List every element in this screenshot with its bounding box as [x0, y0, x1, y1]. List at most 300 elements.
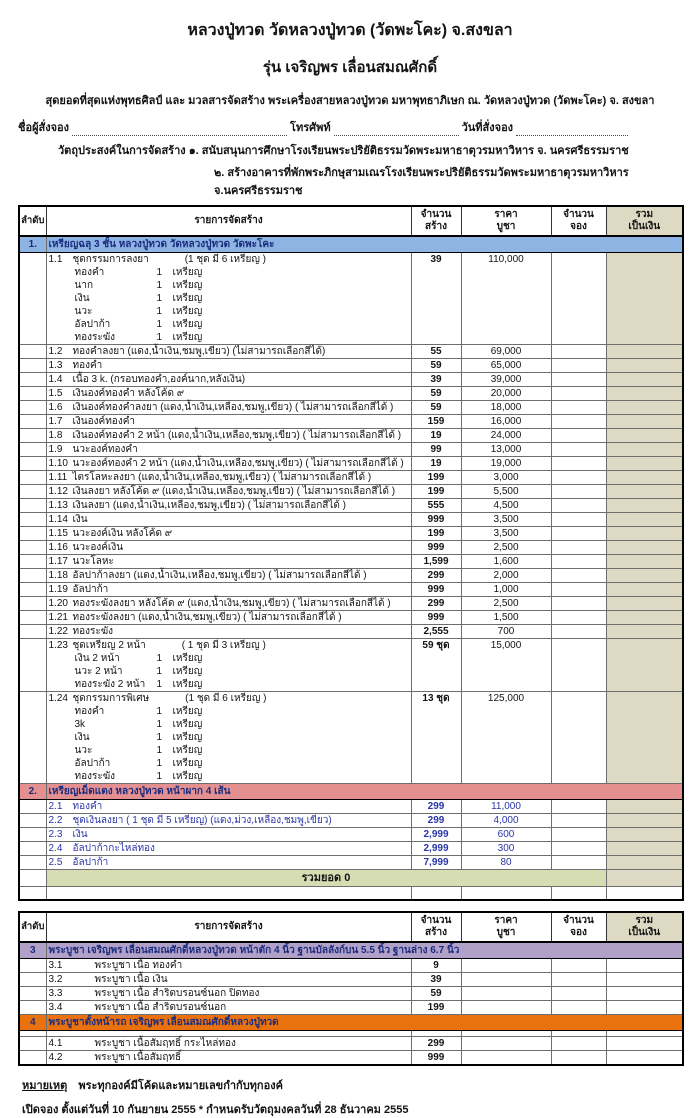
item-description: พระบูชา เนื้อ เงิน — [94, 974, 168, 985]
header-row — [19, 206, 683, 236]
qty-made-cell: 199 — [411, 471, 461, 485]
item-desc-cell — [46, 443, 411, 457]
section-number: 4 — [19, 1015, 46, 1031]
section-number: 2. — [19, 784, 46, 800]
item-number: 1.23 — [48, 640, 68, 651]
item-no-cell — [19, 611, 46, 625]
qty-made-cell: 59 — [411, 359, 461, 373]
qty-made-cell: 59 — [411, 987, 461, 1001]
item-row — [19, 611, 683, 625]
qty-reserved-cell — [551, 1037, 606, 1051]
price-cell: 80 — [461, 856, 551, 870]
item-description: พระบูชา เนื้อ สำริดบรอนซ์นอก ปิดทอง — [94, 988, 260, 999]
item-note: ( 1 ชุด มี 3 เหรียญ ) — [181, 640, 266, 651]
item-desc-cell — [46, 987, 411, 1001]
qty-made-cell: 199 — [411, 485, 461, 499]
item-desc-cell — [46, 429, 411, 443]
item-number: 2.1 — [48, 801, 63, 812]
price-cell: 3,500 — [461, 527, 551, 541]
item-desc-cell — [46, 555, 411, 569]
sum-cell — [606, 1037, 683, 1051]
item-row — [19, 443, 683, 457]
qty-reserved-cell — [551, 373, 606, 387]
col-header-price: ราคา บูชา — [461, 912, 551, 942]
sum-cell — [606, 814, 683, 828]
empty-cell — [461, 887, 551, 901]
item-no-cell — [19, 800, 46, 814]
sum-cell — [606, 401, 683, 415]
item-no-cell — [19, 485, 46, 499]
order-table-2-header — [19, 912, 683, 942]
sum-cell — [606, 583, 683, 597]
qty-reserved-cell — [551, 471, 606, 485]
item-description: นวะองค์ทองคำ — [72, 444, 138, 455]
item-no-cell — [19, 625, 46, 639]
item-number: 1.11 — [48, 472, 68, 483]
item-row — [19, 828, 683, 842]
item-no-cell — [19, 1001, 46, 1015]
section-title: พระบูชาตั้งหน้ารถ เจริญพร เลื่อนสมณศักดิ์หลวงปู่ทวด — [46, 1015, 683, 1031]
item-number: 1.9 — [48, 444, 63, 455]
item-row — [19, 373, 683, 387]
item-desc-cell — [46, 1037, 411, 1051]
section-title: พระบูชา เจริญพร เลื่อนสมณศักดิ์หลวงปู่ทวด หน้าตัก 4 นิ้ว ฐานบัลลังก์บน 5.5 นิ้ว ฐานล่าง 6.7 นิ้ว — [46, 942, 683, 959]
sub-item-line: อัลปาก้า 1 เหรียญ — [74, 758, 203, 769]
qty-reserved-cell — [551, 583, 606, 597]
item-desc-cell — [46, 415, 411, 429]
sum-cell — [606, 555, 683, 569]
page-subtitle: รุ่น เจริญพร เลื่อนสมณศักดิ์ — [262, 59, 438, 76]
price-cell: 1,600 — [461, 555, 551, 569]
item-desc-cell — [46, 639, 411, 692]
price-cell: 15,000 — [461, 639, 551, 692]
qty-reserved-cell — [551, 457, 606, 471]
item-number: 3.4 — [48, 1002, 63, 1013]
item-row — [19, 499, 683, 513]
item-description: เงินองค์ทองคำ — [72, 416, 135, 427]
qty-made-cell: 13 ชุด — [411, 692, 461, 784]
price-cell: 11,000 — [461, 800, 551, 814]
price-cell — [461, 1001, 551, 1015]
price-cell: 4,500 — [461, 499, 551, 513]
item-desc-cell — [46, 1001, 411, 1015]
qty-reserved-cell — [551, 499, 606, 513]
qty-reserved-cell — [551, 485, 606, 499]
item-description: เงินลงยา (แดง,น้ำเงิน,เหลือง,ชมพู,เขียว) ( ไม่สามารถเลือกสีได้ ) — [72, 500, 347, 511]
price-cell: 4,000 — [461, 814, 551, 828]
item-description: ทองระฆังลงยา (แดง,น้ำเงิน,ชมพู,เขียว) ( ไม่สามารถเลือกสีได้ ) — [72, 612, 342, 623]
item-row — [19, 814, 683, 828]
purpose-label: วัตถุประสงค์ในการจัดสร้าง — [58, 145, 186, 157]
empty-cell — [606, 887, 683, 901]
qty-reserved-cell — [551, 541, 606, 555]
item-desc-cell — [46, 856, 411, 870]
date-label: วันที่สั่งจอง — [461, 122, 514, 134]
price-cell: 2,500 — [461, 541, 551, 555]
price-cell: 65,000 — [461, 359, 551, 373]
item-no-cell — [19, 692, 46, 784]
qty-made-cell: 299 — [411, 814, 461, 828]
qty-made-cell: 999 — [411, 513, 461, 527]
qty-made-cell: 59 ชุด — [411, 639, 461, 692]
item-desc-cell — [46, 814, 411, 828]
item-number: 1.4 — [48, 374, 63, 385]
qty-reserved-cell — [551, 814, 606, 828]
item-row — [19, 527, 683, 541]
sub-item-line: อัลปาก้า 1 เหรียญ — [74, 319, 203, 330]
section-band-row — [19, 942, 683, 959]
qty-made-cell: 39 — [411, 973, 461, 987]
empty-cell — [19, 887, 46, 901]
item-number: 1.6 — [48, 402, 63, 413]
price-cell: 69,000 — [461, 345, 551, 359]
note-line — [22, 1076, 682, 1094]
item-row — [19, 569, 683, 583]
sub-item-line: เงิน 2 หน้า 1 เหรียญ — [74, 653, 203, 664]
item-number: 1.15 — [48, 528, 68, 539]
item-number: 1.16 — [48, 542, 68, 553]
item-description: ชุดเหรียญ 2 หน้า — [72, 640, 146, 651]
sum-cell — [606, 856, 683, 870]
item-number: 2.3 — [48, 829, 63, 840]
item-no-cell — [19, 253, 46, 345]
item-number: 2.5 — [48, 857, 63, 868]
purpose-line-2: ๒. สร้างอาคารที่พักพระภิกษุสามเณรโรงเรียนพระปริยัติธรรมวัดพระมหาธาตุวรมหาวิหาร จ.นครศรีธรรมราช — [214, 167, 629, 197]
price-cell: 1,000 — [461, 583, 551, 597]
item-desc-cell — [46, 692, 411, 784]
sum-cell — [606, 569, 683, 583]
price-cell — [461, 987, 551, 1001]
item-description: ชุดกรรมการลงยา — [72, 254, 149, 265]
item-row — [19, 429, 683, 443]
item-number: 1.22 — [48, 626, 68, 637]
item-row — [19, 387, 683, 401]
item-no-cell — [19, 345, 46, 359]
item-number: 3.3 — [48, 988, 63, 999]
item-description: ไตรโลหะลงยา (แดง,น้ำเงิน,เหลือง,ชมพู,เขียว) ( ไม่สามารถเลือกสีได้ ) — [72, 472, 372, 483]
price-cell: 19,000 — [461, 457, 551, 471]
item-description: ทองระฆัง — [72, 626, 114, 637]
tagline: สุดยอดที่สุดแห่งพุทธศิลป์ และ มวลสารจัดสร้าง พระเครื่องสายหลวงปู่ทวด มหาพุทธาภิเษก ณ. วัดหลวงปู่ทวด (วัดพะโคะ) จ. สงขลา — [45, 95, 655, 107]
sum-cell — [606, 625, 683, 639]
qty-reserved-cell — [551, 611, 606, 625]
item-description: ชุดเงินลงยา ( 1 ชุด มี 5 เหรียญ) (แดง,ม่วง,เหลือง,ชมพู,เขียว) — [72, 815, 332, 826]
price-cell: 2,500 — [461, 597, 551, 611]
item-description: พระบูชา เนื้อสัมฤทธิ์ กระไหล่ทอง — [94, 1038, 236, 1049]
date-fill-line — [516, 124, 628, 136]
price-cell: 24,000 — [461, 429, 551, 443]
qty-made-cell: 1,599 — [411, 555, 461, 569]
col-header-no: ลำดับ — [19, 206, 46, 236]
qty-reserved-cell — [551, 597, 606, 611]
item-row — [19, 987, 683, 1001]
item-no-cell — [19, 639, 46, 692]
qty-made-cell: 299 — [411, 800, 461, 814]
item-row — [19, 359, 683, 373]
qty-made-cell: 199 — [411, 527, 461, 541]
item-desc-cell — [46, 471, 411, 485]
sum-cell — [606, 597, 683, 611]
qty-made-cell: 999 — [411, 1051, 461, 1066]
col-header-reserve: จำนวน จอง — [551, 912, 606, 942]
purpose-line-1 — [18, 141, 682, 159]
item-no-cell — [19, 513, 46, 527]
item-desc-cell — [46, 625, 411, 639]
item-description: เงินองค์ทองคำ 2 หน้า (แดง,น้ำเงิน,เหลือง,ชมพู,เขียว) ( ไม่สามารถเลือกสีได้ ) — [72, 430, 402, 441]
item-row — [19, 692, 683, 784]
qty-made-cell: 159 — [411, 415, 461, 429]
item-desc-cell — [46, 485, 411, 499]
section-band-row — [19, 784, 683, 800]
item-number: 2.2 — [48, 815, 63, 826]
phone-label: โทรศัพท์ — [290, 122, 331, 134]
total-row-left — [19, 870, 46, 887]
section-band-row — [19, 1015, 683, 1031]
item-no-cell — [19, 555, 46, 569]
sum-cell — [606, 541, 683, 555]
price-cell: 3,000 — [461, 471, 551, 485]
sub-item-line: นวะ 2 หน้า 1 เหรียญ — [74, 666, 203, 677]
qty-reserved-cell — [551, 842, 606, 856]
col-header-total: รวม เป็นเงิน — [606, 206, 683, 236]
qty-reserved-cell — [551, 555, 606, 569]
item-row — [19, 1001, 683, 1015]
empty-cell — [411, 887, 461, 901]
price-cell: 600 — [461, 828, 551, 842]
item-row — [19, 842, 683, 856]
qty-made-cell: 199 — [411, 1001, 461, 1015]
sum-cell — [606, 253, 683, 345]
item-description: อัลปาก้า — [72, 584, 109, 595]
section-title: เหรียญฉลุ 3 ชั้น หลวงปู่ทวด วัดหลวงปู่ทวด วัดพะโคะ — [46, 236, 683, 253]
note-text: พระทุกองค์มีโค้ดและหมายเลขกำกับทุกองค์ — [78, 1080, 283, 1092]
col-header-price: ราคา บูชา — [461, 206, 551, 236]
item-number: 1.21 — [48, 612, 68, 623]
footer-notes — [18, 1076, 682, 1118]
total-sum-cell — [606, 870, 683, 887]
qty-reserved-cell — [551, 429, 606, 443]
item-number: 1.18 — [48, 570, 68, 581]
price-cell: 18,000 — [461, 401, 551, 415]
item-no-cell — [19, 583, 46, 597]
item-no-cell — [19, 359, 46, 373]
item-no-cell — [19, 814, 46, 828]
price-cell: 1,500 — [461, 611, 551, 625]
qty-reserved-cell — [551, 692, 606, 784]
item-row — [19, 485, 683, 499]
sum-cell — [606, 800, 683, 814]
item-row — [19, 583, 683, 597]
item-note: (1 ชุด มี 6 เหรียญ ) — [185, 693, 267, 704]
qty-reserved-cell — [551, 828, 606, 842]
item-description: ชุดกรรมการพิเศษ — [72, 693, 150, 704]
item-number: 1.2 — [48, 346, 63, 357]
item-number: 1.3 — [48, 360, 63, 371]
qty-reserved-cell — [551, 387, 606, 401]
item-description: เงิน — [72, 514, 88, 525]
item-desc-cell — [46, 800, 411, 814]
sub-item-line: 3k 1 เหรียญ — [74, 719, 203, 730]
item-row — [19, 513, 683, 527]
item-description: ทองคำ — [72, 801, 103, 812]
item-row — [19, 415, 683, 429]
price-cell: 20,000 — [461, 387, 551, 401]
item-number: 1.13 — [48, 500, 68, 511]
item-row — [19, 401, 683, 415]
item-description: เงินลงยา หลังโค้ด ๙ (แดง,น้ำเงิน,เหลือง,ชมพู,เขียว) ( ไม่สามารถเลือกสีได้ ) — [72, 486, 396, 497]
price-cell: 700 — [461, 625, 551, 639]
header-row — [19, 912, 683, 942]
qty-made-cell: 299 — [411, 1037, 461, 1051]
sub-item-line: เงิน 1 เหรียญ — [74, 293, 203, 304]
sum-cell — [606, 485, 683, 499]
item-description: เงิน — [72, 829, 88, 840]
sum-cell — [606, 513, 683, 527]
item-description: อัลปาก้า — [72, 857, 109, 868]
item-row — [19, 555, 683, 569]
item-description: นวะองค์เงิน หลังโค้ด ๙ — [72, 528, 173, 539]
item-number: 1.7 — [48, 416, 63, 427]
item-desc-cell — [46, 499, 411, 513]
item-no-cell — [19, 527, 46, 541]
item-note: (1 ชุด มี 6 เหรียญ ) — [184, 254, 267, 265]
sub-item-line: เงิน 1 เหรียญ — [74, 732, 203, 743]
price-cell — [461, 973, 551, 987]
qty-reserved-cell — [551, 443, 606, 457]
qty-reserved-cell — [551, 253, 606, 345]
price-cell: 16,000 — [461, 415, 551, 429]
item-desc-cell — [46, 359, 411, 373]
item-row — [19, 345, 683, 359]
item-no-cell — [19, 973, 46, 987]
item-no-cell — [19, 499, 46, 513]
sum-cell — [606, 373, 683, 387]
empty-cell — [551, 887, 606, 901]
section-title: เหรียญเม็ดแตง หลวงปู่ทวด หน้าผาก 4 เส้น — [46, 784, 683, 800]
price-cell: 13,000 — [461, 443, 551, 457]
sum-cell — [606, 345, 683, 359]
item-desc-cell — [46, 569, 411, 583]
price-cell: 5,500 — [461, 485, 551, 499]
qty-reserved-cell — [551, 856, 606, 870]
item-row — [19, 457, 683, 471]
qty-reserved-cell — [551, 1001, 606, 1015]
qty-made-cell: 7,999 — [411, 856, 461, 870]
sub-item-line: นวะ 1 เหรียญ — [74, 306, 203, 317]
item-number: 1.14 — [48, 514, 68, 525]
sum-cell — [606, 443, 683, 457]
item-number: 4.2 — [48, 1052, 63, 1063]
sub-item-line: ทองระฆัง 1 เหรียญ — [74, 771, 203, 782]
qty-made-cell: 19 — [411, 457, 461, 471]
col-header-no: ลำดับ — [19, 912, 46, 942]
item-no-cell — [19, 443, 46, 457]
qty-made-cell: 19 — [411, 429, 461, 443]
item-row — [19, 471, 683, 485]
price-cell: 39,000 — [461, 373, 551, 387]
note-label: หมายเหตุ — [22, 1080, 68, 1092]
col-header-qty: จำนวน สร้าง — [411, 206, 461, 236]
item-row — [19, 597, 683, 611]
order-table-2-body — [19, 942, 683, 1065]
item-description: พระบูชา เนื้อ สำริดบรอนซ์นอก — [94, 1002, 227, 1013]
order-table-1 — [18, 205, 684, 901]
item-no-cell — [19, 569, 46, 583]
item-number: 1.1 — [48, 254, 63, 265]
item-desc-cell — [46, 373, 411, 387]
qty-made-cell: 999 — [411, 583, 461, 597]
section-number: 1. — [19, 236, 46, 253]
item-desc-cell — [46, 583, 411, 597]
item-description: ทองระฆังลงยา หลังโค้ด ๙ (แดง,น้ำเงิน,ชมพู,เขียว) ( ไม่สามารถเลือกสีได้ ) — [72, 598, 391, 609]
item-desc-cell — [46, 401, 411, 415]
item-no-cell — [19, 828, 46, 842]
item-desc-cell — [46, 387, 411, 401]
col-header-total: รวม เป็นเงิน — [606, 912, 683, 942]
col-header-reserve: จำนวน จอง — [551, 206, 606, 236]
item-row — [19, 541, 683, 555]
item-number: 1.12 — [48, 486, 68, 497]
item-no-cell — [19, 856, 46, 870]
qty-reserved-cell — [551, 987, 606, 1001]
item-row — [19, 856, 683, 870]
qty-made-cell: 55 — [411, 345, 461, 359]
sub-item-line: ทองคำ 1 เหรียญ — [74, 267, 203, 278]
qty-reserved-cell — [551, 973, 606, 987]
item-row — [19, 1037, 683, 1051]
qty-made-cell: 59 — [411, 387, 461, 401]
item-number: 3.2 — [48, 974, 63, 985]
qty-made-cell: 555 — [411, 499, 461, 513]
sum-cell — [606, 973, 683, 987]
col-header-item: รายการจัดสร้าง — [46, 912, 411, 942]
purpose-1-text: ๑. สนับสนุนการศึกษาโรงเรียนพระปริยัติธรรมวัดพระมหาธาตุวรมหาวิหาร จ. นครศรีธรรมราช — [188, 145, 629, 157]
item-no-cell — [19, 415, 46, 429]
item-no-cell — [19, 1037, 46, 1051]
item-row — [19, 973, 683, 987]
sub-item-line: ทองระฆัง 1 เหรียญ — [74, 332, 203, 343]
item-description: อัลปาก้าลงยา (แดง,น้ำเงิน,เหลือง,ชมพู,เขียว) ( ไม่สามารถเลือกสีได้ ) — [72, 570, 367, 581]
item-description: พระบูชา เนื้อสัมฤทธิ์ — [94, 1052, 182, 1063]
qty-reserved-cell — [551, 625, 606, 639]
order-table-1-header — [19, 206, 683, 236]
sum-cell — [606, 387, 683, 401]
booking-line: เปิดจอง ตั้งแต่วันที่ 10 กันยายน 2555 * กำหนดรับวัตถุมงคลวันที่ 28 ธันวาคม 2555 — [22, 1104, 409, 1116]
price-cell: 3,500 — [461, 513, 551, 527]
item-no-cell — [19, 401, 46, 415]
item-no-cell — [19, 429, 46, 443]
item-desc-cell — [46, 457, 411, 471]
item-desc-cell — [46, 527, 411, 541]
sum-cell — [606, 1001, 683, 1015]
item-row — [19, 800, 683, 814]
qty-reserved-cell — [551, 639, 606, 692]
sum-cell — [606, 959, 683, 973]
item-description: นวะองค์เงิน — [72, 542, 124, 553]
qty-made-cell: 39 — [411, 373, 461, 387]
item-no-cell — [19, 457, 46, 471]
sum-cell — [606, 987, 683, 1001]
item-number: 3.1 — [48, 960, 63, 971]
qty-made-cell: 39 — [411, 253, 461, 345]
qty-made-cell: 999 — [411, 611, 461, 625]
order-table-1-body — [19, 236, 683, 900]
item-desc-cell — [46, 513, 411, 527]
item-desc-cell — [46, 973, 411, 987]
item-number: 1.17 — [48, 556, 68, 567]
item-no-cell — [19, 471, 46, 485]
col-header-item: รายการจัดสร้าง — [46, 206, 411, 236]
